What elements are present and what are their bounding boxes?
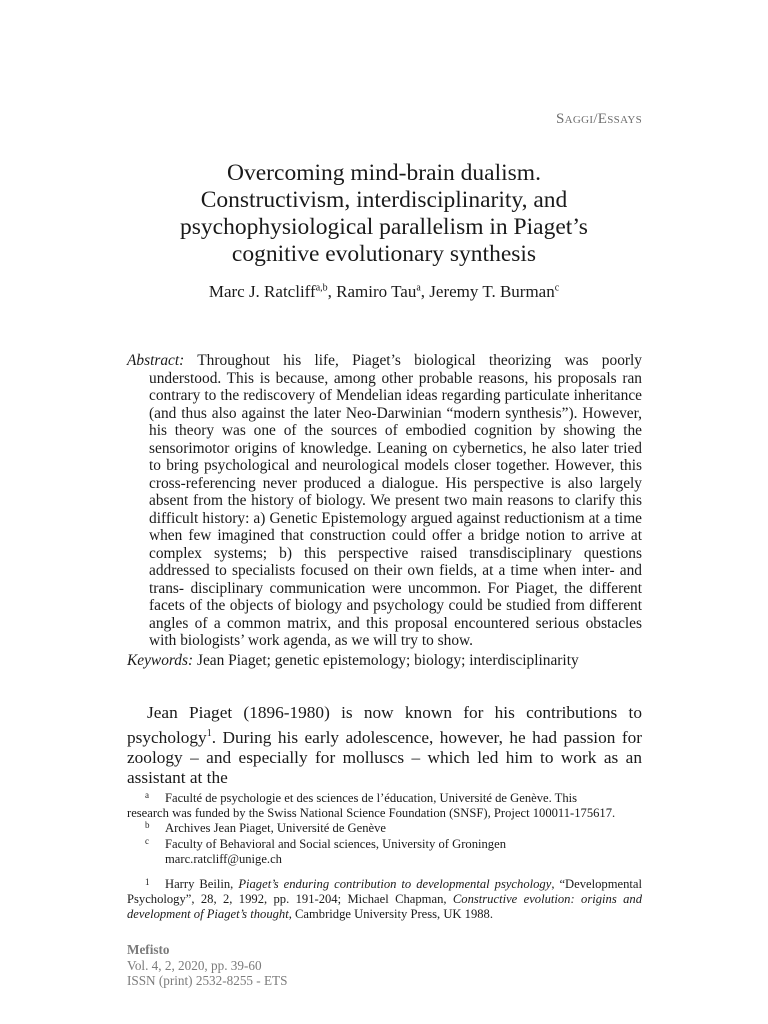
journal-volume: Vol. 4, 2, 2020, pp. 39-60 [127, 957, 262, 973]
footnote-text: , Cambridge University Press, UK 1988. [288, 907, 493, 922]
author-name: Ramiro Tau [336, 282, 417, 301]
keywords-label: Keywords: [127, 652, 194, 669]
footnote-mark: a [145, 790, 149, 800]
footnote-text: Faculty of Behavioral and Social sciences, University of Groningen [165, 836, 506, 851]
footnote-text: Faculté de psychologie et des sciences de l’éducation, Université de Genève. This [165, 791, 578, 805]
footnote-mark: b [145, 820, 150, 831]
footnote-1 [127, 877, 642, 923]
footnote-text: , “Developmental Psychology”, 28, 2, 1992, pp. 191-204; Michael Chapman, [127, 877, 642, 907]
author-name: Marc J. Ratcliff [208, 282, 316, 301]
author-name: Jeremy T. Burman [429, 282, 555, 301]
section-label: Saggi/Essays [556, 111, 642, 127]
footnote-b [127, 821, 642, 836]
abstract-text: Throughout his life, Piaget’s biological theorizing was poorly understood. This is because, among other probable reasons, his proposals ran contrary to the rediscovery of Mendelian ideas regarding particulate inheritance (and thus also against the later Neo-Darwinian “modern synthesis”). However, his theory was one of the sources of embodied cognition by showing the sensorimotor origins of knowledge. Leaning on cybernetics, he also later tried to bring psychological and neurological models closer together. However, this cross-referencing never produced a dialogue. His perspective is also largely absent from the history of biology. We present two main reasons to clarify this difficult history: a) Genetic Epistemology argued against reductionism at a time when few imagined that construction could offer a bridge notion to arrive at complex systems; b) this perspective raised transdisciplinary questions addressed to specialists focused on their own fields, at a time when inter- and trans- disciplinary communication were uncommon. For Piaget, the different facets of the objects of biology and psychology could be studied from different angles of a common matrix, and this proposal encountered serious obstacles with biologists’ work agenda, as we will try to show. [149, 352, 642, 649]
body-text-part: . During his early adolescence, however, he had passion for zoology – and especially for molluscs – which led him to work as an assistant at the [127, 727, 642, 788]
title-line-1: Overcoming mind-brain dualism. [227, 160, 541, 186]
journal-info [127, 942, 287, 989]
footnote-mark: c [145, 835, 149, 846]
abstract-label: Abstract: [127, 352, 185, 369]
footnote-mark: 1 [145, 877, 150, 888]
footnote-a [127, 791, 642, 821]
footnote-text: Harry Beilin, [165, 877, 239, 892]
author-affiliation-mark: a [416, 282, 421, 294]
cited-work-title: Piaget’s enduring contribution to developmental psychology [238, 877, 552, 892]
title-line-2: Constructivism, interdisciplinarity, and [200, 187, 568, 213]
title-line-4: cognitive evolutionary synthesis [231, 241, 537, 267]
footnote-text: research was funded by the Swiss National Science Foundation (SNSF), Project 100011-175617. [127, 806, 616, 821]
body-text-part: Jean Piaget (1896-1980) is now known for his contributions to psychology [127, 703, 642, 747]
abstract [127, 352, 642, 650]
contact-email[interactable]: marc.ratcliff@unige.ch [165, 851, 282, 866]
footnote-text: Archives Jean Piaget, Université de Genève [165, 821, 387, 836]
footnote-c [127, 837, 642, 867]
body-paragraph [127, 703, 642, 789]
title-line-3: psychophysiological parallelism in Piaget’s [180, 214, 588, 240]
article-title [120, 160, 648, 268]
keywords [127, 652, 642, 670]
author-affiliation-mark: a,b [315, 282, 328, 294]
journal-name: Mefisto [127, 942, 170, 957]
journal-issn: ISSN (print) 2532-8255 - ETS [127, 973, 288, 988]
footnotes [127, 791, 642, 923]
cited-work-title: Constructive evolution: origins and development of Piaget’s thought [127, 892, 642, 922]
footnote-ref: 1 [206, 727, 212, 739]
author-affiliation-mark: c [554, 282, 560, 294]
keywords-text: Jean Piaget; genetic epistemology; biology; interdisciplinarity [196, 652, 579, 669]
author-list: Marc J. Ratcliff$^{a,b}$, Ramiro Tau$^a$, Jeremy T. Burman$^c$ [208, 282, 560, 301]
